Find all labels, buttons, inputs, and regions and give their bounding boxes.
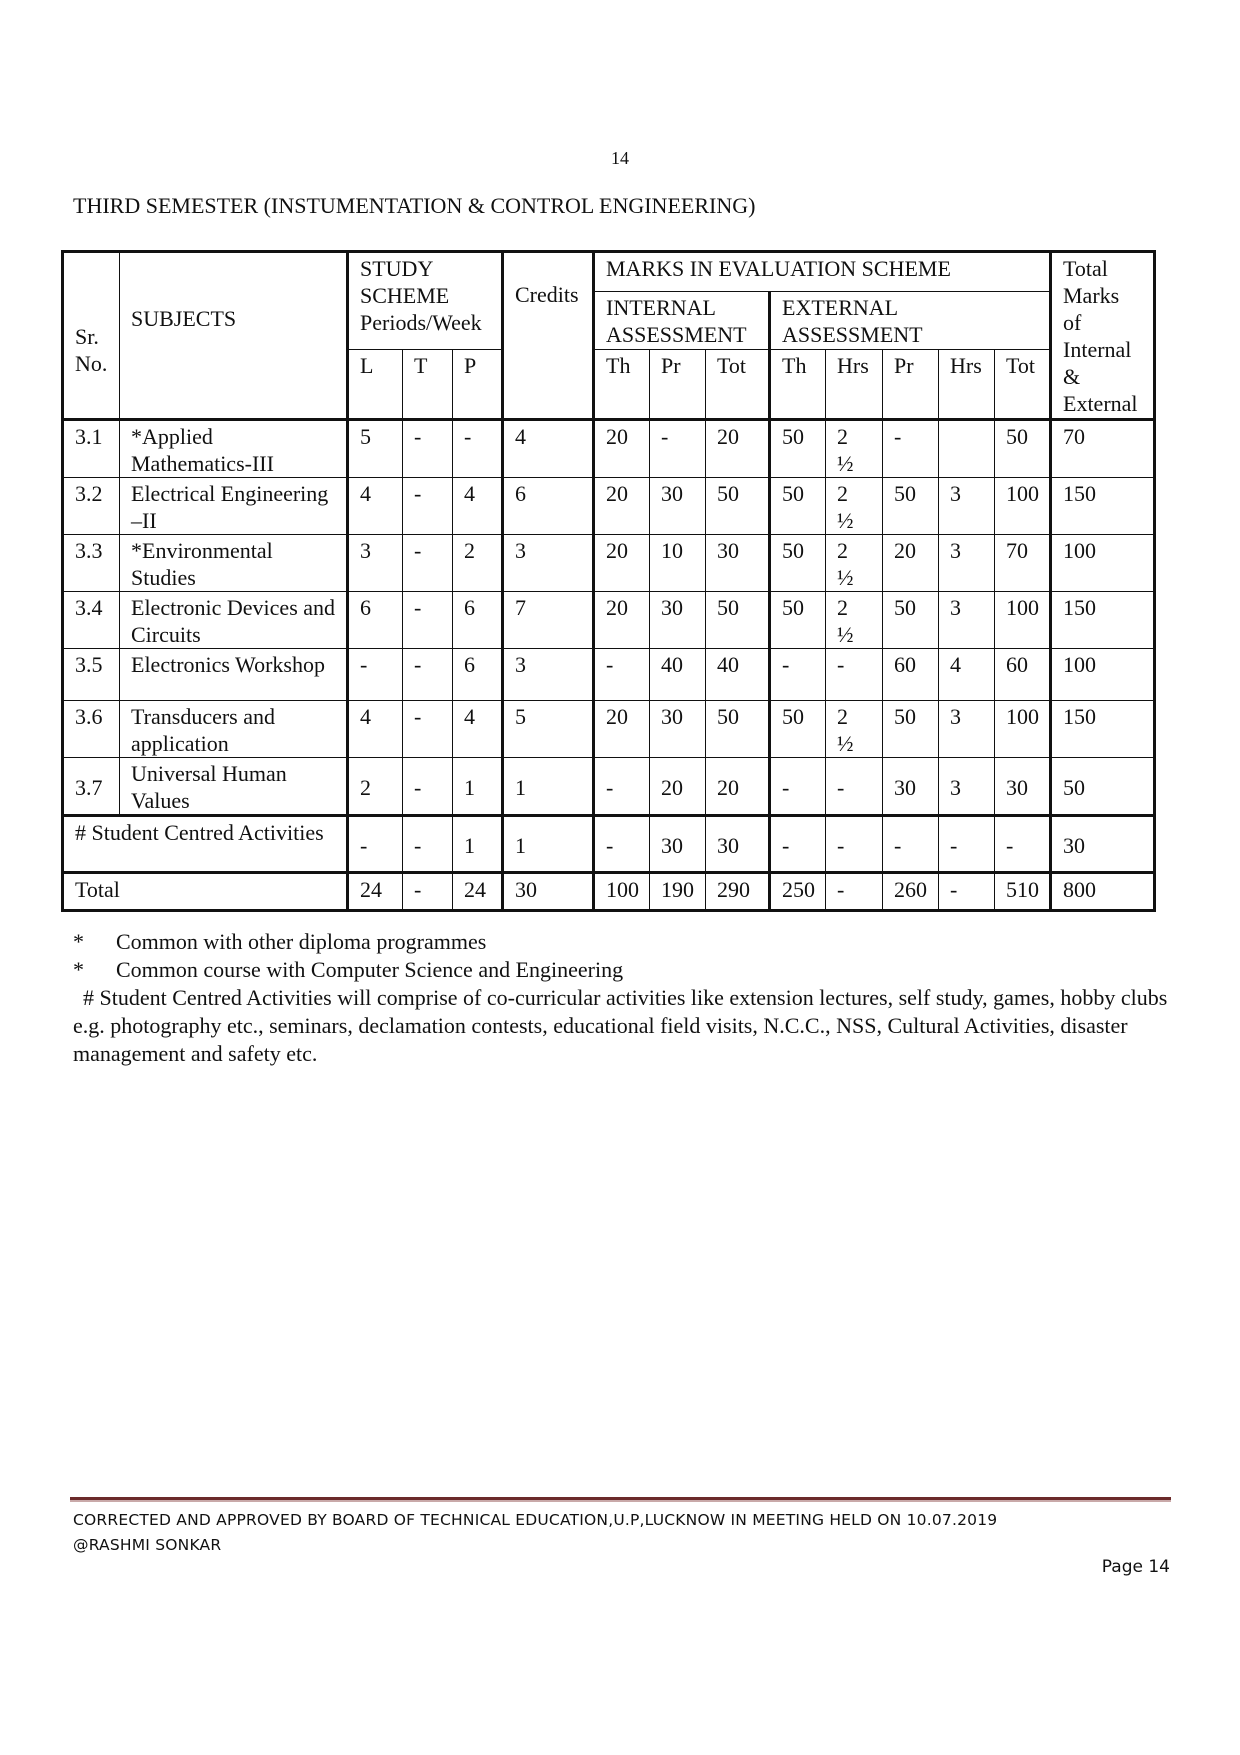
table-cell: - xyxy=(770,649,826,701)
table-cell: - xyxy=(594,816,650,873)
table-cell: 1 xyxy=(503,816,594,873)
table-cell: - xyxy=(826,873,883,911)
table-cell: 24 xyxy=(453,873,503,911)
table-cell: 1 xyxy=(453,816,503,873)
table-cell: - xyxy=(770,758,826,816)
table-cell: 20 xyxy=(706,758,770,816)
table-cell: 30 xyxy=(883,758,939,816)
note-marker: * xyxy=(73,929,84,954)
table-cell: 6 xyxy=(453,592,503,649)
subject-name: Transducers and application xyxy=(120,701,348,758)
table-cell: 150 xyxy=(1051,701,1155,758)
header-ext-hrs-2: Hrs xyxy=(939,350,995,420)
table-cell: 4 xyxy=(348,701,403,758)
table-cell: - xyxy=(403,873,453,911)
table-cell: - xyxy=(403,649,453,701)
table-cell: 3 xyxy=(348,535,403,592)
table-cell: - xyxy=(403,758,453,816)
notes xyxy=(73,928,1173,1068)
table-cell: 70 xyxy=(1051,420,1155,478)
table-cell: 1 xyxy=(453,758,503,816)
table-cell: - xyxy=(770,816,826,873)
note-text: Common course with Computer Science and Engineering xyxy=(116,957,624,982)
table-cell: 60 xyxy=(883,649,939,701)
table-cell: 30 xyxy=(503,873,594,911)
table-cell: - xyxy=(403,816,453,873)
table-cell: 50 xyxy=(1051,758,1155,816)
table-cell: 30 xyxy=(650,816,706,873)
table-cell: - xyxy=(939,873,995,911)
table-cell: - xyxy=(883,420,939,478)
table-cell: 3.4 xyxy=(63,592,120,649)
footer-page-number: Page 14 xyxy=(1101,1557,1170,1577)
header-subjects: SUBJECTS xyxy=(120,252,348,420)
table-cell: 7 xyxy=(503,592,594,649)
header-study-scheme: STUDY SCHEME Periods/Week xyxy=(348,252,503,350)
table-cell: 2 xyxy=(453,535,503,592)
table-cell: 10 xyxy=(650,535,706,592)
table-cell: - xyxy=(939,816,995,873)
table-cell: 3 xyxy=(503,649,594,701)
table-cell: - xyxy=(594,649,650,701)
table-cell: 5 xyxy=(503,701,594,758)
table-cell: 2 ½ xyxy=(826,701,883,758)
table-cell: 40 xyxy=(650,649,706,701)
total-row xyxy=(63,873,1155,911)
table-cell: 190 xyxy=(650,873,706,911)
table-cell: 510 xyxy=(995,873,1051,911)
table-cell: 260 xyxy=(883,873,939,911)
table-cell: 30 xyxy=(706,816,770,873)
table-cell: - xyxy=(348,649,403,701)
table-cell: 2 xyxy=(348,758,403,816)
table-row xyxy=(63,758,1155,816)
table-cell: 4 xyxy=(453,701,503,758)
table-cell: 50 xyxy=(995,420,1051,478)
table-cell: 3 xyxy=(939,758,995,816)
table-cell: 50 xyxy=(706,592,770,649)
page-number: 14 xyxy=(611,148,629,168)
table-cell: 20 xyxy=(650,758,706,816)
table-row xyxy=(63,535,1155,592)
table-cell: 40 xyxy=(706,649,770,701)
table-cell: 20 xyxy=(594,478,650,535)
subject-name: *Environmental Studies xyxy=(120,535,348,592)
table-cell: 4 xyxy=(939,649,995,701)
table-cell: 30 xyxy=(650,592,706,649)
table-cell: 50 xyxy=(706,478,770,535)
header-P: P xyxy=(453,350,503,420)
header-external: EXTERNAL ASSESSMENT xyxy=(770,292,1051,350)
table-cell: 3.5 xyxy=(63,649,120,701)
table-cell: 4 xyxy=(453,478,503,535)
table-cell: 4 xyxy=(503,420,594,478)
table-cell: 20 xyxy=(594,701,650,758)
table-cell: 100 xyxy=(995,478,1051,535)
table-cell: 100 xyxy=(995,701,1051,758)
table-cell: 50 xyxy=(706,701,770,758)
table-cell xyxy=(939,420,995,478)
table-cell: 2 ½ xyxy=(826,592,883,649)
subject-name: Electronics Workshop xyxy=(120,649,348,701)
table-cell: 250 xyxy=(770,873,826,911)
table-cell: 60 xyxy=(995,649,1051,701)
header-sr-no: Sr. No. xyxy=(63,252,120,420)
table-cell: 30 xyxy=(650,478,706,535)
header-row-1 xyxy=(63,252,1155,292)
table-cell: 800 xyxy=(1051,873,1155,911)
table-cell: - xyxy=(883,816,939,873)
header-L: L xyxy=(348,350,403,420)
table-cell: - xyxy=(403,701,453,758)
table-cell: 30 xyxy=(706,535,770,592)
note-activities: # Student Centred Activities will comprise of co-curricular activities like extension lectures, self study, games, hobby clubs e.g. photography etc., seminars, declamation contests, educational field visits, N.C.C., NSS, Cultural Activities, disaster management and safety etc. xyxy=(73,985,1168,1066)
table-cell: 50 xyxy=(770,478,826,535)
header-ext-tot: Tot xyxy=(995,350,1051,420)
header-T: T xyxy=(403,350,453,420)
header-int-pr: Pr xyxy=(650,350,706,420)
table-cell: 3 xyxy=(939,592,995,649)
table-cell: 1 xyxy=(503,758,594,816)
table-cell: - xyxy=(594,758,650,816)
table-cell: - xyxy=(650,420,706,478)
table-cell: 6 xyxy=(453,649,503,701)
table-cell: 70 xyxy=(995,535,1051,592)
table-cell: 20 xyxy=(706,420,770,478)
table-cell: - xyxy=(453,420,503,478)
footer-line-1: CORRECTED AND APPROVED BY BOARD OF TECHNICAL EDUCATION,U.P,LUCKNOW IN MEETING HELD ON 10.07.2019 xyxy=(73,1511,998,1529)
header-marks-scheme: MARKS IN EVALUATION SCHEME xyxy=(594,252,1051,292)
table-cell: 20 xyxy=(594,420,650,478)
subject-name: *Applied Mathematics-III xyxy=(120,420,348,478)
footer-line-2: @RASHMI SONKAR xyxy=(73,1536,222,1554)
note-common-cse xyxy=(73,956,1173,984)
table-cell: - xyxy=(403,420,453,478)
table-cell: 50 xyxy=(770,592,826,649)
evaluation-scheme-table xyxy=(61,250,1156,912)
table-cell: 3.1 xyxy=(63,420,120,478)
table-cell: 3.7 xyxy=(63,758,120,816)
table-cell: 100 xyxy=(1051,535,1155,592)
activities-row xyxy=(63,816,1155,873)
note-common-diploma xyxy=(73,928,1173,956)
table-row xyxy=(63,701,1155,758)
table-body xyxy=(63,420,1155,816)
footer-divider xyxy=(70,1497,1171,1502)
table-cell: 100 xyxy=(594,873,650,911)
table-cell: 50 xyxy=(883,701,939,758)
note-marker: * xyxy=(73,957,84,982)
table-cell: 3.6 xyxy=(63,701,120,758)
table-cell: 50 xyxy=(883,592,939,649)
semester-title: THIRD SEMESTER (INSTUMENTATION & CONTROL ENGINEERING) xyxy=(73,193,756,218)
table-cell: 3.3 xyxy=(63,535,120,592)
footer-approval xyxy=(73,1508,997,1558)
table-cell: - xyxy=(348,816,403,873)
table-cell: 2 ½ xyxy=(826,478,883,535)
table-cell: - xyxy=(403,535,453,592)
table-row xyxy=(63,649,1155,701)
table-cell: 2 ½ xyxy=(826,420,883,478)
table-cell: 50 xyxy=(770,535,826,592)
header-int-tot: Tot xyxy=(706,350,770,420)
table-cell: 30 xyxy=(650,701,706,758)
table-cell: 3 xyxy=(939,535,995,592)
table-cell: 6 xyxy=(503,478,594,535)
table-cell: 20 xyxy=(883,535,939,592)
table-cell: 150 xyxy=(1051,478,1155,535)
header-ext-hrs: Hrs xyxy=(826,350,883,420)
table-cell: 50 xyxy=(770,420,826,478)
table-cell: - xyxy=(826,758,883,816)
table-cell: 4 xyxy=(348,478,403,535)
table-cell: - xyxy=(826,816,883,873)
table-cell: 50 xyxy=(770,701,826,758)
table-cell: 3 xyxy=(939,701,995,758)
table-cell: 3.2 xyxy=(63,478,120,535)
table-cell: 290 xyxy=(706,873,770,911)
header-int-th: Th xyxy=(594,350,650,420)
table-cell: 20 xyxy=(594,592,650,649)
table-row xyxy=(63,420,1155,478)
header-internal: INTERNAL ASSESSMENT xyxy=(594,292,770,350)
subject-name: Electrical Engineering –II xyxy=(120,478,348,535)
table-row xyxy=(63,478,1155,535)
table-cell: 30 xyxy=(995,758,1051,816)
header-total-marks: Total Marks of Internal & External xyxy=(1051,252,1155,420)
note-text: Common with other diploma programmes xyxy=(116,929,487,954)
table-cell: 6 xyxy=(348,592,403,649)
header-ext-th: Th xyxy=(770,350,826,420)
table-cell: 3 xyxy=(939,478,995,535)
subject-name: Electronic Devices and Circuits xyxy=(120,592,348,649)
table-cell: 24 xyxy=(348,873,403,911)
table-cell: 20 xyxy=(594,535,650,592)
table-cell: - xyxy=(826,649,883,701)
table-cell: 150 xyxy=(1051,592,1155,649)
table-cell: 5 xyxy=(348,420,403,478)
table-cell: - xyxy=(403,478,453,535)
activities-label: # Student Centred Activities xyxy=(63,816,348,873)
table-row xyxy=(63,592,1155,649)
total-label: Total xyxy=(63,873,348,911)
table-cell: 50 xyxy=(883,478,939,535)
table-cell: 3 xyxy=(503,535,594,592)
table-cell: - xyxy=(995,816,1051,873)
table-cell: 30 xyxy=(1051,816,1155,873)
header-credits: Credits xyxy=(503,252,594,420)
subject-name: Universal Human Values xyxy=(120,758,348,816)
table-cell: 100 xyxy=(995,592,1051,649)
table-cell: - xyxy=(403,592,453,649)
header-ext-pr: Pr xyxy=(883,350,939,420)
table-cell: 100 xyxy=(1051,649,1155,701)
table-cell: 2 ½ xyxy=(826,535,883,592)
